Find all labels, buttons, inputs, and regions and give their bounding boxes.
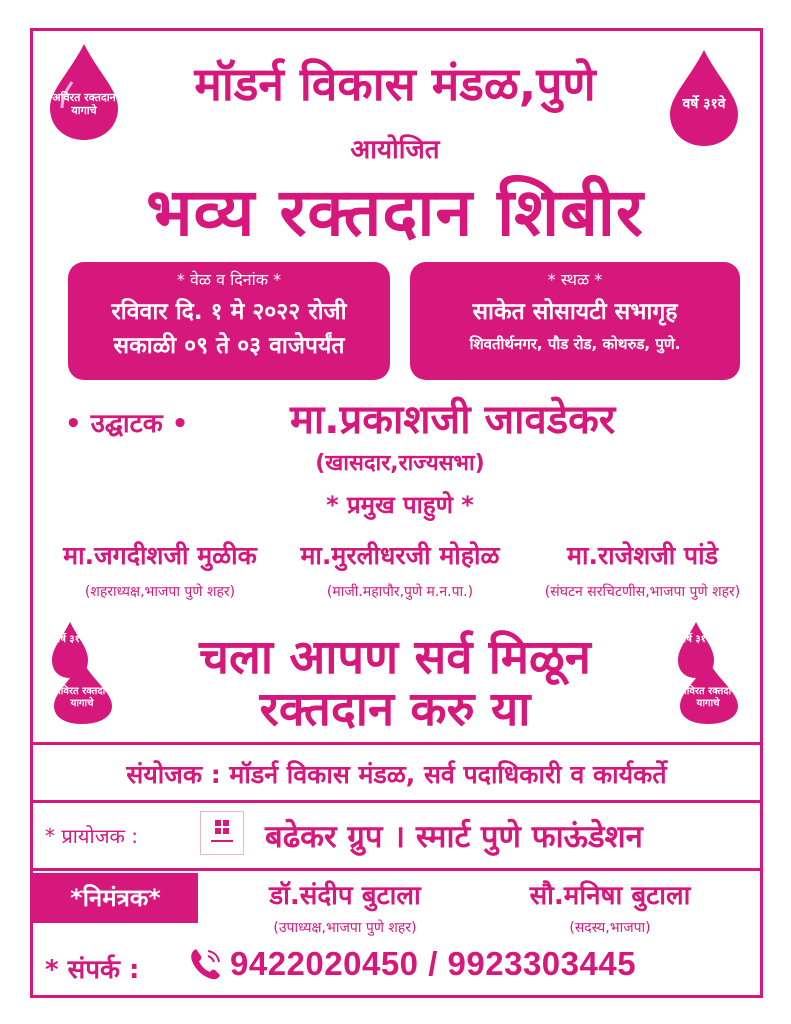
sponsor-logo	[200, 811, 244, 855]
divider	[30, 800, 763, 803]
time-hours: सकाळी ०९ ते ०३ वाजेपर्यंत	[113, 333, 345, 359]
event-title: भव्य रक्तदान शिबीर	[146, 174, 644, 251]
organization-name: मॉडर्न विकास मंडळ,पुणे	[194, 57, 596, 111]
inviter-name: डॉ.संदीप बुटाला	[269, 881, 421, 911]
drop-mid-left-tag: अविरत रक्तदान यागाचे	[53, 686, 111, 709]
coordinator-line: संयोजक : मॉडर्न विकास मंडळ, सर्व पदाधिकारी व कार्यकर्ते	[126, 760, 667, 789]
guest-post: (शहराध्यक्ष,भाजपा पुणे शहर)	[84, 584, 236, 600]
drop-mid-right-tag: अविरत रक्तदान यागाचे	[679, 686, 737, 709]
inviter-label: *निमंत्रक*	[33, 873, 198, 923]
guest-3	[530, 538, 755, 601]
guest-2	[285, 538, 515, 601]
inauguration-name: मा.प्रकाशजी जावडेकर	[290, 397, 616, 443]
drop-mid-right-year: वर्षे ३१वे	[680, 634, 712, 645]
time-date: रविवार दि. १ मे २०२२ रोजी	[111, 299, 347, 325]
inviter-2	[480, 876, 740, 937]
drop-left-top-text: अविरत रक्तदान यागाचे	[52, 91, 116, 117]
venue-box	[410, 262, 740, 380]
inviter-1	[215, 876, 475, 937]
guest-post: (माजी.महापौर,पुणे म.न.पा.)	[326, 584, 474, 600]
inauguration-post: (खासदार,राज्यसभा)	[315, 451, 485, 476]
contact-numbers: 9422020450 / 9923303445	[230, 945, 637, 982]
venue-address: शिवतीर्थनगर, पौड रोड, कोथरुड, पुणे.	[469, 335, 681, 353]
inauguration-label: • उद्घाटक •	[65, 409, 189, 439]
guest-name: मा.राजेशजी पांडे	[567, 541, 718, 570]
slogan-line-1: चला आपण सर्व मिळून	[199, 630, 591, 685]
sponsor-text: बढेकर ग्रुप । स्मार्ट पुणे फाऊंडेशन	[265, 819, 643, 855]
drop-right-top-text: वर्षे ३१वे	[682, 96, 726, 112]
divider	[30, 742, 763, 745]
guest-name: मा.मुरलीधरजी मोहोळ	[300, 541, 500, 570]
guests-heading: * प्रमुख पाहुणे *	[326, 491, 474, 519]
venue-heading: * स्थळ *	[547, 270, 603, 289]
inauguration-row	[60, 390, 740, 446]
phone-icon	[188, 945, 224, 983]
time-heading: * वेळ व दिनांक *	[176, 270, 282, 289]
drop-mid-left-year: वर्षे ३१वे	[54, 634, 86, 645]
blood-drop-mid-right	[676, 620, 740, 725]
guest-name: मा.जगदीशजी मुळीक	[63, 541, 257, 570]
inviter-name: सौ.मनिषा बुटाला	[529, 881, 691, 911]
inviter-post: (सदस्य,भाजपा)	[569, 920, 651, 936]
slogan	[105, 632, 685, 735]
divider	[30, 868, 763, 871]
guest-post: (संघटन सरचिटणीस,भाजपा पुणे शहर)	[544, 584, 741, 600]
inviter-post: (उपाध्यक्ष,भाजपा पुणे शहर)	[273, 920, 417, 936]
slogan-line-2: रक्तदान करु या	[259, 681, 531, 737]
venue-name: साकेत सोसायटी सभागृह	[472, 299, 678, 325]
time-box	[68, 262, 390, 380]
guest-1	[50, 538, 270, 601]
sponsor-label: * प्रायोजक :	[45, 824, 138, 848]
organized-by: आयोजित	[350, 135, 440, 165]
contact-label: * संपर्क :	[45, 955, 140, 985]
